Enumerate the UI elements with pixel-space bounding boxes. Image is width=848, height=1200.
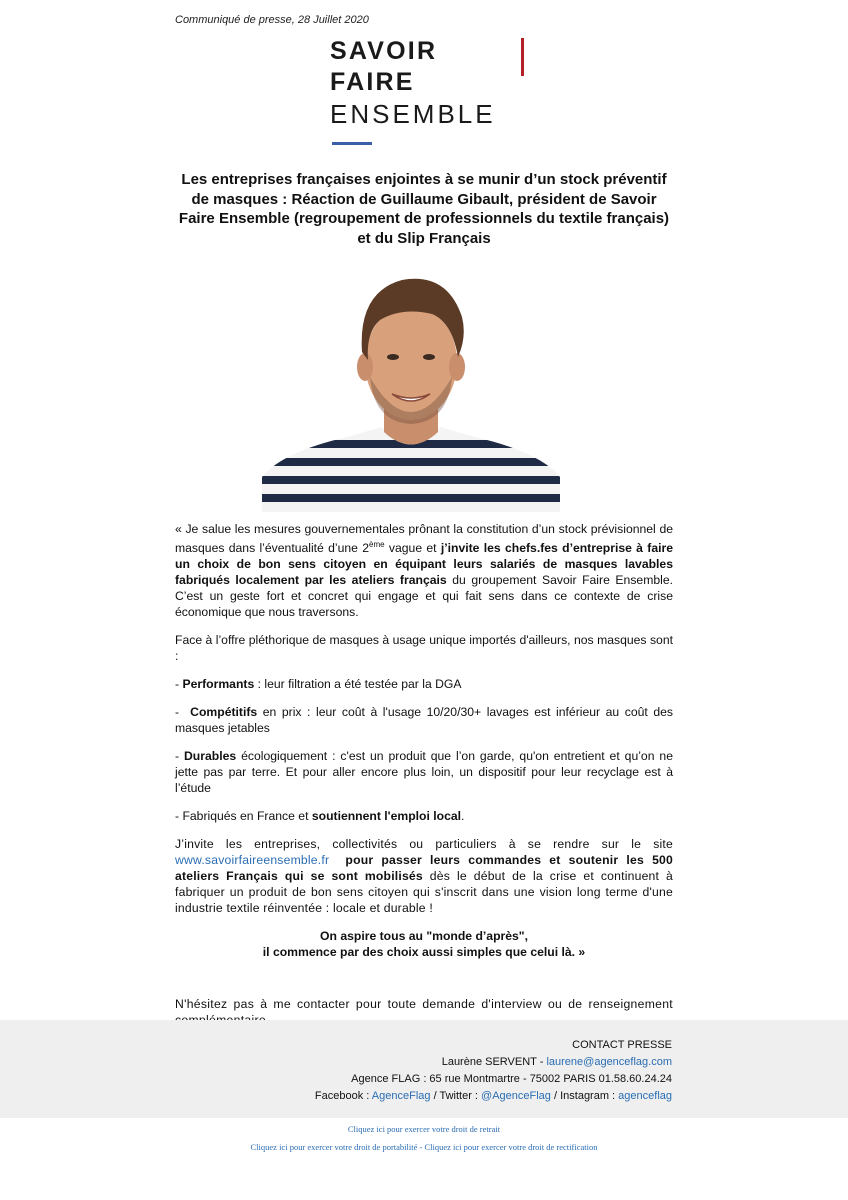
facebook-link[interactable]: AgenceFlag [371, 1090, 431, 1102]
bullet-dash: - [175, 705, 191, 720]
footer-links [0, 1122, 848, 1158]
twitter-label: / Twitter : [430, 1090, 482, 1102]
rectification-link[interactable]: Cliquez ici pour exercer votre droit de rectification [424, 1142, 598, 1152]
instagram-link[interactable]: agenceflag [618, 1090, 672, 1102]
savoir-faire-ensemble-logo [330, 36, 530, 148]
logo-line-2: FAIRE [330, 68, 415, 96]
closing-quote-line-2: il commence par des choix aussi simples que celui là. » [262, 945, 586, 960]
logo-line-3: ENSEMBLE [330, 99, 496, 129]
invite-paragraph [175, 836, 677, 916]
contact-name-line [315, 1054, 672, 1071]
bullet-text: écologiquement : c'est un produit que l’on garde, qu'on entretient et qu’on ne jette pas par terre. Et pour aller encore plus loin, un dispositif pour leur recyclage est à l’étude [175, 749, 673, 796]
bullet-competitifs [175, 704, 673, 736]
portrait-photo [262, 262, 560, 512]
bullet-dash: - [175, 677, 183, 692]
logo-blue-underline [332, 142, 372, 145]
quote-bold-text: j’invite les chefs.fes d’entreprise à faire un choix de bon sens citoyen en équipant leurs salariés de masques lavables fabriqués localement par les ateliers français [175, 541, 674, 588]
press-release-body [175, 521, 677, 1096]
quote-superscript: ème [369, 540, 385, 549]
bullet-text: en prix : leur coût à l'usage 10/20/30+ lavages est inférieur au coût des masques jetables [175, 705, 673, 736]
bullet-durables [175, 748, 673, 796]
headline: Les entreprises françaises enjointes à se munir d’un stock préventif de masques : Réaction de Guillaume Gibault, président de Savoir Faire Ensemble (regroupement de professionnels du textile français) et du Slip Français [178, 171, 670, 247]
bullet-bold: Performants [182, 677, 255, 692]
bullet-bold: soutiennent l'emploi local [311, 809, 462, 824]
bullet-bold: Durables [184, 749, 237, 764]
dateline: Communiqué de presse, 28 Juillet 2020 [175, 14, 369, 26]
bullet-fabriques [175, 808, 673, 824]
bullet-text: : leur filtration a été testée par la DGA [254, 677, 462, 692]
contact-name: Laurène SERVENT - [441, 1056, 547, 1068]
instagram-label: / Instagram : [550, 1090, 619, 1102]
closing-quote [175, 928, 673, 960]
invite-bold-text: pour passer leurs commandes et soutenir les 500 ateliers Français qui se sont mobilisés [175, 853, 677, 884]
bullet-dash: - [175, 749, 184, 764]
quote-text-3: du groupement Savoir Faire Ensemble. C’est un geste fort et concret qui engage et qui fait sens dans ce contexte de crise économique que nous traversons. [175, 573, 673, 620]
closing-quote-line-1: On aspire tous au "monde d’après", [320, 929, 528, 944]
contact-email-link[interactable]: laurene@agenceflag.com [546, 1056, 672, 1068]
portabilite-link[interactable]: Cliquez ici pour exercer votre droit de portabilité [250, 1142, 418, 1152]
portrait-illustration [262, 262, 560, 512]
quote-text-1: « Je salue les mesures gouvernementales prônant la constitution d’un stock prévisionnel de masques dans l’éventualité d’une 2 [175, 522, 673, 556]
press-contact [315, 1037, 672, 1105]
bullet-end: . [461, 809, 465, 824]
invite-text-2: dès le début de la crise et continuent à fabriquer un produit de bon sens citoyen qui s'inscrit dans une vision long terme d'une industrie textile réinventée : locale et durable ! [175, 869, 673, 916]
quote-paragraph [175, 521, 673, 620]
contact-title: CONTACT PRESSE [572, 1039, 672, 1051]
facebook-label: Facebook : [314, 1090, 372, 1102]
footer-separator: - [417, 1142, 425, 1152]
logo-line-1: SAVOIR [330, 37, 438, 65]
contact-address: Agence FLAG : 65 rue Montmartre - 75002 PARIS 01.58.60.24.24 [351, 1073, 672, 1085]
logo-red-bar [521, 38, 524, 76]
website-link[interactable]: www.savoirfaireensemble.fr [175, 853, 330, 868]
retrait-link[interactable]: Cliquez ici pour exercer votre droit de retrait [347, 1124, 501, 1134]
social-links [315, 1088, 672, 1105]
contact-request: N'hésitez pas à me contacter pour toute demande d'interview ou de renseignement [175, 997, 673, 1012]
quote-text-2: vague et [384, 541, 441, 556]
invite-text-1: J’invite les entreprises, collectivités ou particuliers à se rendre sur le site [175, 837, 673, 852]
bullet-text: - Fabriqués en France et [175, 809, 312, 824]
bullet-performants [175, 676, 673, 692]
bullet-bold: Compétitifs [190, 705, 258, 720]
intro-paragraph: Face à l’offre pléthorique de masques à usage unique importés d'ailleurs, nos masques sont : [175, 633, 673, 664]
twitter-link[interactable]: @AgenceFlag [481, 1090, 551, 1102]
